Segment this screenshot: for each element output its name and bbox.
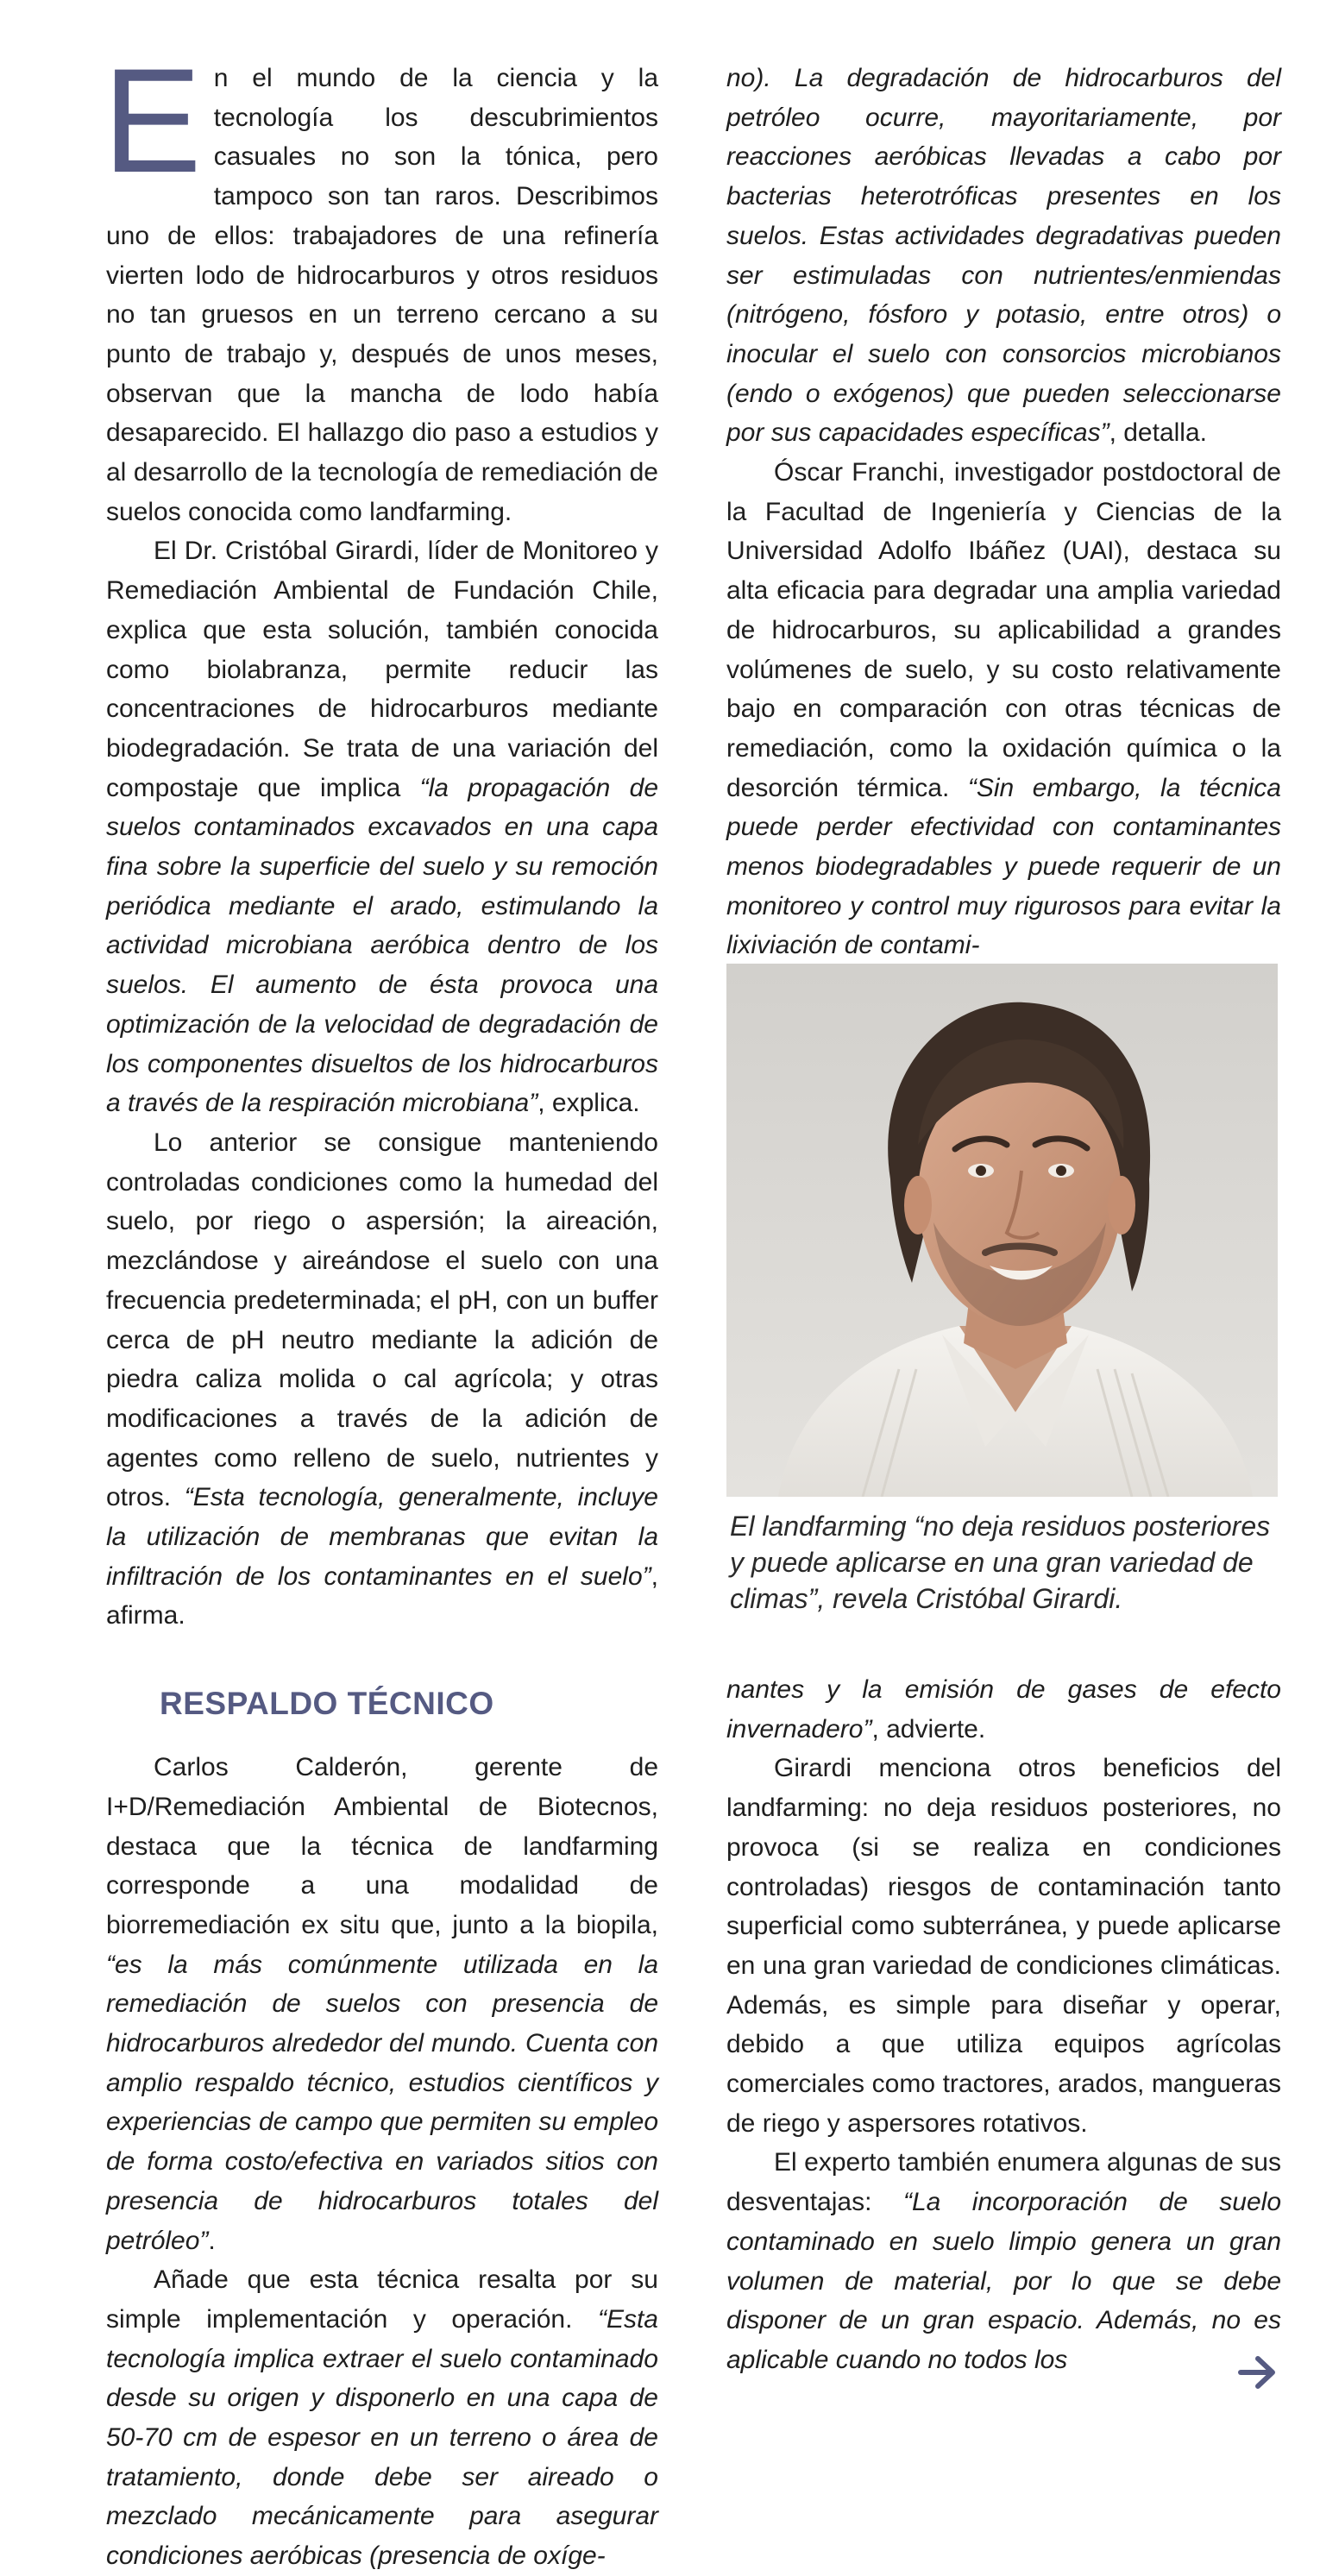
article-column-right-bottom <box>726 1670 1281 2380</box>
paragraph-calderon: Carlos Calderón, gerente de I+D/Remediación Ambiental de Biotecnos, destaca que la técnica de landfarming corresponde a una modalidad de biorremediación ex situ que, junto a la biopila, “es la más comúnmente utilizada en la remediación de suelos con presencia de hidrocarburos alrededor del mundo. Cuenta con amplio respaldo técnico, estudios científicos y experiencias de campo que permiten su empleo de forma costo/efectiva en variados sitios con presencia de hidrocarburos totales del petróleo”. <box>106 1753 658 2255</box>
paragraph-franchi: Óscar Franchi, investigador postdoctoral de la Facultad de Ingeniería y Ciencias de la Universidad Adolfo Ibáñez (UAI), destaca su alta eficacia para degradar una amplia variedad de hidrocarburos, su aplicabilidad a grandes volúmenes de suelo, y su costo relativamente bajo en comparación con otras técnicas de remediación, como la oxidación química o la desorción térmica. “Sin embargo, la técnica puede perder efectividad con contaminantes menos biodegradables y puede requerir de un monitoreo y control muy rigurosos para evitar la lixiviación de contami- <box>726 458 1281 960</box>
paragraph-continuation: no). La degradación de hidrocarburos del petróleo ocurre, mayoritariamente, por reacciones aeróbicas llevadas a cabo por bacterias heterotróficas presentes en los suelos. Estas actividades degradativas pueden ser estimuladas con nutrientes/enmiendas (nitrógeno, fósforo y potasio, entre otros) o inocular el suelo con consorcios microbianos (endo o exógenos) que pueden seleccionarse por sus capacidades específicas”, detalla. <box>726 64 1281 448</box>
quote-membranes: “Esta tecnología, generalmente, incluye la utilización de membranas que evitan la infiltración de los contaminantes en el suelo” <box>106 1483 658 1591</box>
portrait-photo <box>726 964 1278 1497</box>
drop-cap: E <box>103 38 202 204</box>
paragraph-conditions: Lo anterior se consigue manteniendo controladas condiciones como la humedad del suelo, por riego o aspersión; la aireación, mezclándose y aireándose el suelo con una frecuencia predeterminada; el pH, con un buffer cerca de pH neutro mediante la adición de piedra caliza molida o cal agrícola; y otras modificaciones a través de la adición de agentes como relleno de suelo, nutrientes y otros. “Esta tecnología, generalmente, incluye la utilización de membranas que evitan la infiltración de los contaminantes en el suelo”, afirma. <box>106 1128 658 1630</box>
photo-caption: El landfarming “no deja residuos posteriores y puede aplicarse en una gran variedad de climas”, revela Cristóbal Girardi. <box>730 1511 1271 1614</box>
quote-girardi: “la propagación de suelos contaminados excavados en una capa fina sobre la superficie del suelo y su remoción periódica mediante el arado, estimulando la actividad microbiana aeróbica dentro de los suelos. El aumento de ésta provoca una optimización de la velocidad de degradación de los componentes disueltos de los hidrocarburos a través de la respiración microbiana” <box>106 773 658 1118</box>
section-heading: RESPALDO TÉCNICO <box>160 1686 494 1722</box>
paragraph-continuation-2: nantes y la emisión de gases de efecto invernadero”, advierte. <box>726 1675 1281 1744</box>
quote-degradation: no). La degradación de hidrocarburos del petróleo ocurre, mayoritariamente, por reacciones aeróbicas llevadas a cabo por bacterias heterotróficas presentes en los suelos. Estas actividades degradativas pueden ser estimuladas con nutrientes/enmiendas (nitrógeno, fósforo y potasio, entre otros) o inocular el suelo con consorcios microbianos (endo o exógenos) que pueden seleccionarse por sus capacidades específicas” <box>726 64 1281 448</box>
paragraph-girardi: El Dr. Cristóbal Girardi, líder de Monitoreo y Remediación Ambiental de Fundación Chile, explica que esta solución, también conocida como biolabranza, permite reducir las concentraciones de hidrocarburos mediante biodegradación. Se trata de una variación del compostaje que implica “la propagación de suelos contaminados excavados en una capa fina sobre la superficie del suelo y su remoción periódica mediante el arado, estimulando la actividad microbiana aeróbica dentro de los suelos. El aumento de ésta provoca una optimización de la velocidad de degradación de los componentes disueltos de los hidrocarburos a través de la respiración microbiana”, explica. <box>106 537 658 1118</box>
quote-calderon: “es la más comúnmente utilizada en la remediación de suelos con presencia de hidrocarburos alrededor del mundo. Cuenta con amplio respaldo técnico, estudios científicos y experiencias de campo que permiten su empleo de forma costo/efectiva en variados sitios con presencia de hidrocarburos totales del petróleo” <box>106 1950 658 2255</box>
quote-disadvantages: “La incorporación de suelo contaminado en suelo limpio genera un gran volumen de material, por lo que se debe disponer de un gran espacio. Además, no es aplicable cuando no todos los <box>726 2188 1281 2374</box>
paragraph-disadvantages: El experto también enumera algunas de sus desventajas: “La incorporación de suelo contaminado en suelo limpio genera un gran volumen de material, por lo que se debe disponer de un gran espacio. Además, no es aplicable cuando no todos los <box>726 2148 1281 2374</box>
next-page-arrow-icon[interactable] <box>1237 2353 1279 2391</box>
paragraph-intro <box>103 38 658 531</box>
paragraph-implementation: Añade que esta técnica resalta por su simple implementación y operación. “Esta tecnología implica extraer el suelo contaminado desde su origen y disponerlo en una capa de 50-70 cm de espesor en un terreno o área de tratamiento, donde debe ser aireado o mezclado mecánicamente para asegurar condiciones aeróbicas (presencia de oxíge- <box>106 2265 658 2571</box>
quote-emissions: nantes y la emisión de gases de efecto invernadero” <box>726 1675 1281 1744</box>
arrow-right-icon <box>1237 2353 1279 2391</box>
article-column-left <box>103 38 658 2576</box>
portrait-illustration <box>726 964 1278 1497</box>
quote-implementation: “Esta tecnología implica extraer el suelo contaminado desde su origen y disponerlo en una capa de 50-70 cm de espesor en un terreno o área de tratamiento, donde debe ser aireado o mezclado mecánicamente para asegurar condiciones aeróbicas (presencia de oxíge- <box>106 2304 658 2571</box>
paragraph-benefits: Girardi menciona otros beneficios del landfarming: no deja residuos posteriores, no provoca (si se realiza en condiciones controladas) riesgos de contaminación tanto superficial como subterránea, y puede aplicarse en una gran variedad de condiciones climáticas. Además, es simple para diseñar y operar, debido a que utiliza equipos agrícolas comerciales como tractores, arados, mangueras de riego y aspersores rotativos. <box>726 1754 1281 2138</box>
paragraph-intro-text: n el mundo de la ciencia y la tecnología los descubrimientos casuales no son la tónica, pero tampoco son tan raros. Describimos uno de ellos: trabajadores de una refinería vierten lodo de hidrocarburos y otros residuos no tan gruesos en un terreno cercano a su punto de trabajo y, después de unos meses, observan que la mancha de lodo había desaparecido. El hallazgo dio paso a estudios y al desarrollo de la tecnología de remediación de suelos conocida como landfarming. <box>106 64 658 526</box>
article-column-right-top <box>726 59 1281 965</box>
quote-franchi: “Sin embargo, la técnica puede perder efectividad con contaminantes menos biodegradables y puede requerir de un monitoreo y control muy rigurosos para evitar la lixiviación de contami- <box>726 773 1281 960</box>
